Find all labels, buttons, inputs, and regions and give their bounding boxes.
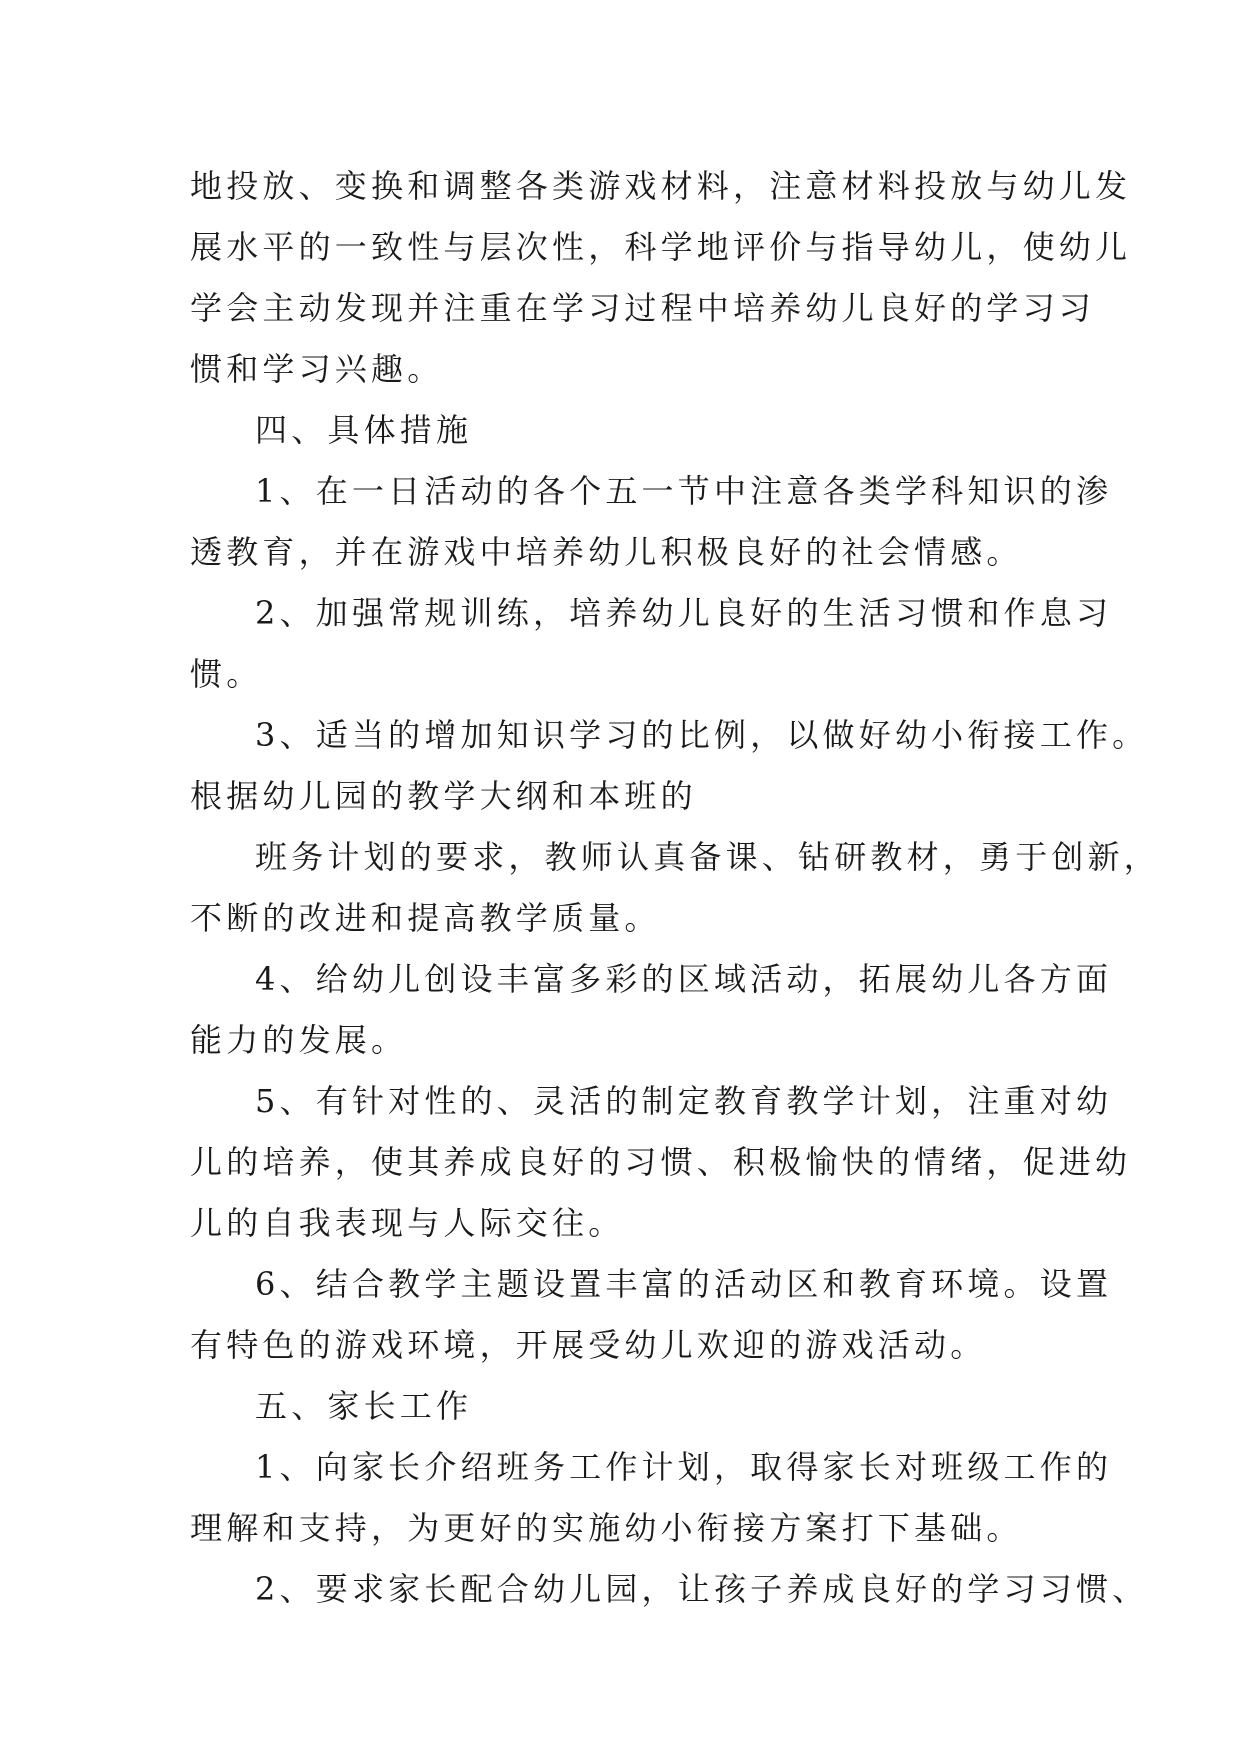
paragraph-line: 不断的改进和提高教学质量。 — [190, 899, 661, 937]
paragraph-line: 展水平的一致性与层次性，科学地评价与指导幼儿，使幼儿 — [190, 228, 1132, 266]
paragraph-line: 2、要求家长配合幼儿园，让孩子养成良好的学习习惯、 — [255, 1570, 1149, 1608]
paragraph-line: 6、结合教学主题设置丰富的活动区和教育环境。设置 — [255, 1265, 1113, 1303]
paragraph-line: 学会主动发现并注重在学习过程中培养幼儿良好的学习习 — [190, 289, 1096, 327]
paragraph-line: 3、适当的增加知识学习的比例，以做好幼小衔接工作。 — [255, 716, 1149, 754]
paragraph-line: 班务计划的要求，教师认真备课、钻研教材，勇于创新， — [255, 838, 1161, 876]
paragraph-line: 根据幼儿园的教学大纲和本班的 — [190, 777, 697, 815]
paragraph-line: 5、有针对性的、灵活的制定教育教学计划，注重对幼 — [255, 1082, 1113, 1120]
paragraph-line: 理解和支持，为更好的实施幼小衔接方案打下基础。 — [190, 1509, 1023, 1547]
paragraph-line: 2、加强常规训练，培养幼儿良好的生活习惯和作息习 — [255, 594, 1113, 632]
paragraph-line: 儿的培养，使其养成良好的习惯、积极愉快的情绪，促进幼 — [190, 1143, 1132, 1181]
section-heading: 四、具体措施 — [255, 411, 473, 449]
paragraph-line: 有特色的游戏环境，开展受幼儿欢迎的游戏活动。 — [190, 1326, 987, 1364]
paragraph-line: 地投放、变换和调整各类游戏材料，注意材料投放与幼儿发 — [190, 167, 1132, 205]
paragraph-line: 1、向家长介绍班务工作计划，取得家长对班级工作的 — [255, 1448, 1113, 1486]
paragraph-line: 4、给幼儿创设丰富多彩的区域活动，拓展幼儿各方面 — [255, 960, 1113, 998]
paragraph-line: 能力的发展。 — [190, 1021, 408, 1059]
section-heading: 五、家长工作 — [255, 1387, 473, 1425]
paragraph-line: 惯和学习兴趣。 — [190, 350, 444, 388]
paragraph-line: 惯。 — [190, 655, 263, 693]
paragraph-line: 透教育，并在游戏中培养幼儿积极良好的社会情感。 — [190, 533, 1023, 571]
paragraph-line: 儿的自我表现与人际交往。 — [190, 1204, 625, 1242]
paragraph-line: 1、在一日活动的各个五一节中注意各类学科知识的渗 — [255, 472, 1113, 510]
